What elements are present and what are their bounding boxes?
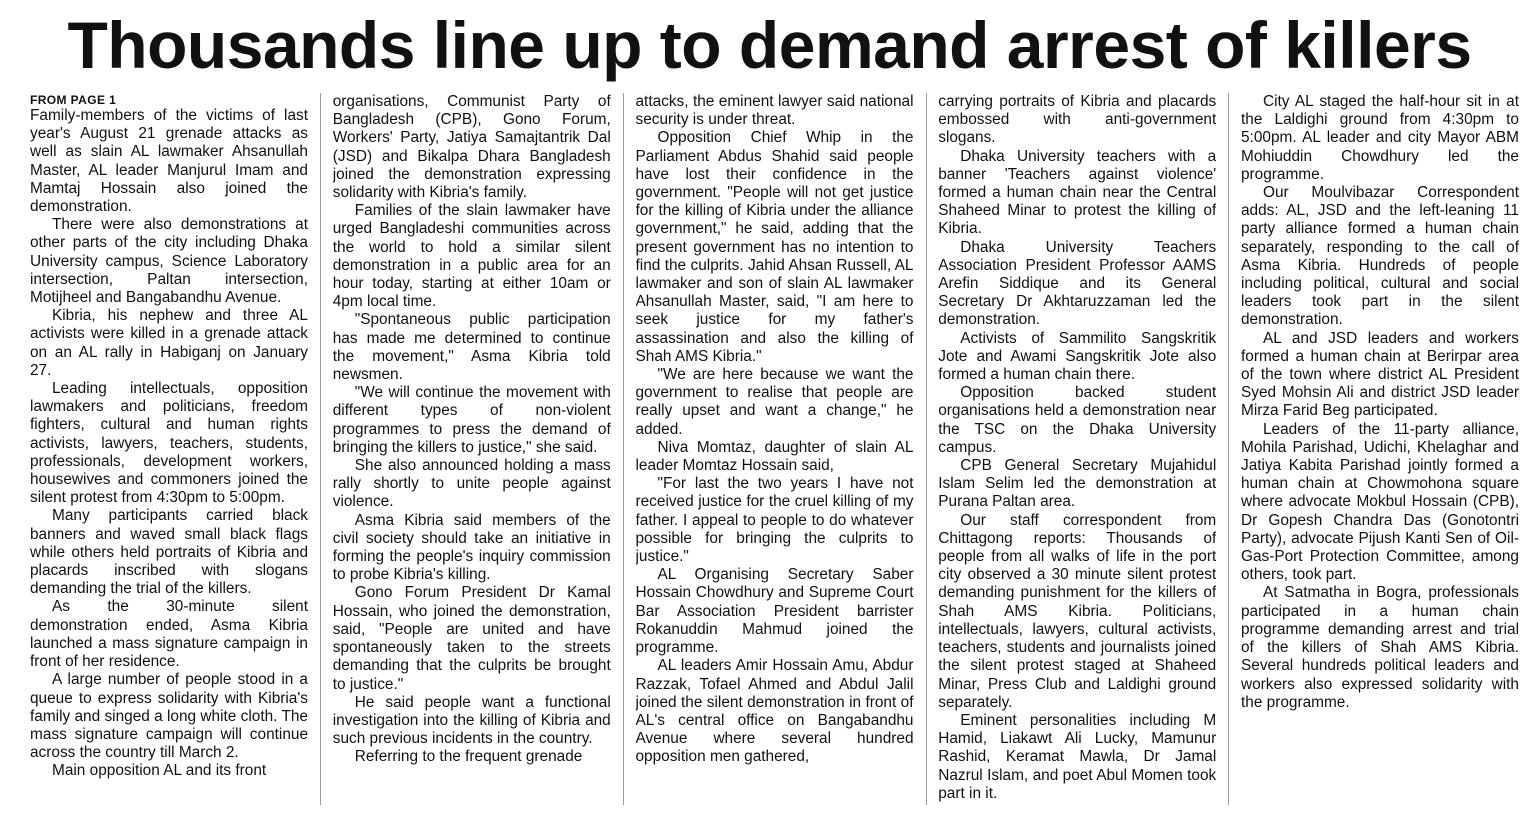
paragraph: She also announced holding a mass rally shortly to unite people against violence.	[332, 457, 611, 511]
article-column-5	[1241, 93, 1519, 805]
paragraph: Asma Kibria said members of the civil society should take an initiative in forming the people's inquiry commission to probe Kibria's killing.	[332, 511, 611, 584]
paragraph: CPB General Secretary Mujahidul Islam Selim led the demonstration at Purana Paltan area.	[938, 457, 1217, 511]
column-rule	[1216, 93, 1241, 805]
continuation-kicker: FROM PAGE 1	[30, 93, 117, 107]
paragraph: Eminent personalities including M Hamid, Liakawt Ali Lucky, Mamunur Rashid, Keramat Mawla, Dr Jamal Nazrul Islam, and poet Abul Momen took part in it.	[938, 711, 1217, 802]
paragraph: organisations, Communist Party of Bangladesh (CPB), Gono Forum, Workers' Party, Jatiya Samajtantrik Dal (JSD) and Bikalpa Dhara Bangladesh joined the demonstration expressing solidarity with Kibria's family.	[332, 93, 611, 202]
paragraph: Opposition Chief Whip in the Parliament Abdus Shahid said people have lost their confidence in the government. "People will not get justice for the killing of Kibria under the alliance government," he said, adding that the present government has no intention to find the culprits. Jahid Ahsan Russell, AL lawmaker and son of slain AL lawmaker Ahsanullah Master, said, "I am here to seek justice for my father's assassination and also the killing of Shah AMS Kibria."	[635, 129, 914, 365]
headline: Thousands line up to demand arrest of killers	[67, 8, 1472, 82]
paragraph: Dhaka University teachers with a banner 'Teachers against violence' formed a human chain near the Central Shaheed Minar to protest the killing of Kibria.	[938, 147, 1217, 238]
article-column-4	[938, 93, 1216, 805]
paragraph: Dhaka University Teachers Association President Professor AAMS Arefin Siddique and its General Secretary Dr Akhtaruzzaman led the demonstration.	[938, 238, 1217, 329]
paragraph: City AL staged the half-hour sit in at the Laldighi ground from 4:30pm to 5:00pm. AL leader and city Mayor ABM Mohiuddin Chowdhury led the programme.	[1241, 93, 1519, 183]
paragraph: "Spontaneous public participation has made me determined to continue the movement," Asma Kibria told newsmen.	[332, 311, 611, 384]
column-rule	[914, 93, 939, 805]
paragraph: At Satmatha in Bogra, professionals participated in a human chain programme demanding arrest and trial of the killers of Shah AMS Kibria. Several hundreds political leaders and workers also expressed solidarity with the programme.	[1241, 584, 1519, 711]
paragraph: "For last the two years I have not received justice for the cruel killing of my father. I appeal to people to do whatever possible for bringing the culprits to justice."	[635, 475, 914, 566]
paragraph: Main opposition AL and its front	[52, 762, 267, 780]
paragraph: "We are here because we want the government to realise that people are really upset and want a change," he added.	[635, 366, 914, 438]
paragraph: "We will continue the movement with different types of non-violent programmes to press the demand of bringing the killers to justice," she said.	[332, 384, 611, 456]
article-columns	[30, 93, 1519, 805]
paragraph: AL and JSD leaders and workers formed a human chain at Berirpar area of the town where district AL President Syed Mohsin Ali and district JSD leader Mirza Farid Beg participated.	[1241, 329, 1519, 420]
paragraph: Families of the slain lawmaker have urged Bangladeshi communities across the world to hold a similar silent demonstration in a public area for an hour today, starting at either 10am or 4pm local time.	[332, 202, 611, 311]
paragraph: Activists of Sammilito Sangskritik Jote and Awami Sangskritik Jote also formed a human chain there.	[938, 329, 1217, 384]
column-rule	[611, 93, 636, 805]
paragraph: Kibria, his nephew and three AL activists were killed in a grenade attack on an AL rally in Habiganj on January 27.	[30, 307, 308, 379]
paragraph: There were also demonstrations at other parts of the city including Dhaka University campus, Science Laboratory intersection, Paltan intersection, Motijheel and Bangabandhu Avenue.	[30, 216, 308, 307]
article-column-1	[30, 93, 308, 805]
paragraph: Leaders of the 11-party alliance, Mohila Parishad, Udichi, Khelaghar and Jatiya Kabita Parishad jointly formed a human chain at Chowmohona square where advocate Mokbul Hossain (CPB), Dr Gopesh Chandra Das (Gonotontri Party), advocate Pijush Kanti Sen of Oil-Gas-Port Protection Committee, among others, took part.	[1241, 420, 1519, 584]
paragraph: Opposition backed student organisations held a demonstration near the TSC on the Dhaka University campus.	[938, 384, 1217, 456]
paragraph: Gono Forum President Dr Kamal Hossain, who joined the demonstration, said, "People are united and have spontaneously taken to the streets demanding that the culprits be brought to justice."	[332, 584, 611, 693]
paragraph: attacks, the eminent lawyer said national security is under threat.	[635, 93, 914, 129]
paragraph: Referring to the frequent grenade	[354, 748, 583, 766]
article-column-2	[333, 93, 611, 805]
column-rule	[308, 93, 333, 805]
paragraph: Leading intellectuals, opposition lawmakers and politicians, freedom fighters, cultural and human rights activists, lawyers, teachers, students, professionals, development workers, housewives and commoners joined the silent protest from 4:30pm to 5:00pm.	[30, 380, 308, 507]
paragraph: carrying portraits of Kibria and placards embossed with anti-government slogans.	[938, 93, 1217, 147]
paragraph: Niva Momtaz, daughter of slain AL leader Momtaz Hossain said,	[635, 438, 914, 475]
paragraph: He said people want a functional investigation into the killing of Kibria and such previous incidents in the country.	[332, 693, 611, 748]
paragraph: Family-members of the victims of last year's August 21 grenade attacks as well as slain AL lawmaker Ahsanullah Master, AL leader Manjurul Imam and Mamtaj Hossain also joined the demonstration.	[30, 107, 308, 216]
paragraph: As the 30-minute silent demonstration ended, Asma Kibria launched a mass signature campaign in front of her residence.	[30, 598, 308, 671]
paragraph: AL Organising Secretary Saber Hossain Chowdhury and Supreme Court Bar Association President barrister Rokanuddin Mahmud joined the programme.	[635, 566, 914, 657]
paragraph: A large number of people stood in a queue to express solidarity with Kibria's family and singed a long white cloth. The mass signature campaign will continue across the country till March 2.	[30, 671, 308, 762]
paragraph: Many participants carried black banners and waved small black flags while others held portraits of Kibria and placards inscribed with slogans demanding the trial of the killers.	[30, 507, 308, 598]
paragraph: Our staff correspondent from Chittagong reports: Thousands of people from all walks of life in the port city observed a 30 minute silent protest demanding punishment for the killers of Shah AMS Kibria. Politicians, intellectuals, lawyers, cultural activists, teachers, students and journalists joined the silent protest staged at Shaheed Minar, Press Club and Laldighi ground separately.	[938, 511, 1217, 711]
paragraph: AL leaders Amir Hossain Amu, Abdur Razzak, Tofael Ahmed and Abdul Jalil joined the silent demonstration in front of AL's central office on Bangabandhu Avenue where several hundred opposition men gathered,	[635, 657, 914, 766]
article-column-3	[636, 93, 914, 805]
paragraph: Our Moulvibazar Correspondent adds: AL, JSD and the left-leaning 11 party alliance formed a human chain separately, responding to the call of Asma Kibria. Hundreds of people including political, cultural and social leaders took part in the silent demonstration.	[1241, 184, 1519, 329]
